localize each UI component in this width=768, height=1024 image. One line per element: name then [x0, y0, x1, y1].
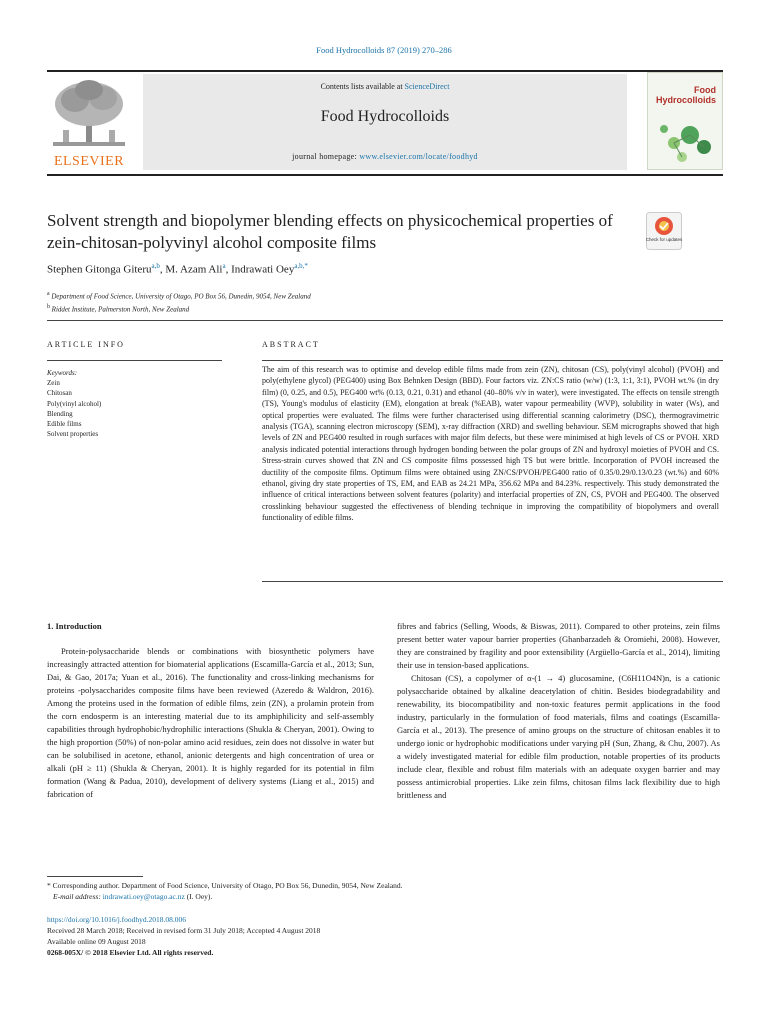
elsevier-logo[interactable]	[47, 76, 131, 172]
body-paragraph: fibres and fabrics (Selling, Woods, & Biswas, 2011). Compared to other proteins, zein films present better water vapour barrier properties (Ghanbarzadeh & Oromiehi, 2008). However, they are constrained by fragility and poor extensibility (Argüello-García et al., 2014), limiting their use in tension-based applications.	[397, 621, 720, 670]
affiliation-text: Department of Food Science, University of Otago, PO Box 56, Dunedin, 9054, New Zealand	[51, 292, 311, 301]
masthead-top-rule	[47, 70, 723, 72]
article-info-rule	[47, 360, 222, 361]
keyword-item[interactable]: Poly(vinyl alcohol)	[47, 399, 102, 408]
keyword-item[interactable]: Edible films	[47, 420, 82, 429]
doi-link[interactable]: https://doi.org/10.1016/j.foodhyd.2018.08.006	[47, 915, 187, 924]
section-heading: 1. Introduction	[47, 621, 102, 631]
corresponding-author-text: * Corresponding author. Department of Food Science, University of Otago, PO Box 56, Dunedin, 9054, New Zealand.	[47, 881, 403, 890]
abstract-bottom-rule	[262, 581, 723, 582]
author-affil-sup[interactable]: a,b,*	[294, 262, 308, 270]
author-name[interactable]: Indrawati Oey	[231, 263, 295, 276]
email-link[interactable]: indrawati.oey@otago.ac.nz	[102, 892, 185, 901]
body-column-left	[47, 620, 374, 801]
check-for-updates-icon	[646, 212, 682, 250]
author-name[interactable]: M. Azam Ali	[165, 263, 223, 276]
corresponding-author-footnote	[47, 880, 647, 902]
keyword-item[interactable]: Zein	[47, 379, 60, 388]
cover-title: Food Hydrocolloids	[655, 85, 716, 105]
affiliation-text: Riddet Institute, Palmerston North, New Zealand	[51, 305, 190, 314]
body-column-right	[397, 620, 720, 802]
body-paragraph: Protein-polysaccharide blends or combinations with biosynthetic polymers have increasingly attracted attention for biomaterial applications (Escamilla-García et al., 2013; Sun, Dai, & Gao, 2017a; Yuan et al., 2016). The functionality and cross-linking mechanisms for proteins -polysaccharides composite films have been reviewed (Azeredo & Waldron, 2016). Among the proteins used in the formation of edible films, zein (ZN), a prolamin protein from the corn endosperm is an interesting material due to its amphiphilicity and self-assembly capabilities through hydrophobic/hydrophilic interactions (Shukla & Cheryan, 2001). Owing to the high proportion (50%) of non-polar amino acid residues, zein does not dissolve in water but can be solubilised in acetone, ethanol, anionic detergents and high concentration of urea or alkali (pH ≥ 11) (Shukla & Cheryan, 2001). It is highly regarded for its potential in film formation (Wang & Padua, 2010), development of delivery systems (Liang et al., 2015) and fabrication of	[47, 646, 374, 799]
abstract-heading: ABSTRACT	[262, 340, 320, 349]
email-line	[47, 891, 647, 902]
author-list	[47, 262, 308, 276]
footnote-rule	[47, 876, 143, 877]
affiliation-sup: a	[47, 291, 50, 297]
article-info-heading: ARTICLE INFO	[47, 340, 125, 349]
keywords-label: Keywords:	[47, 369, 78, 377]
masthead	[47, 70, 723, 174]
homepage-line	[143, 152, 627, 161]
author-affil-sup[interactable]: a,b	[151, 262, 160, 270]
keyword-item[interactable]: Blending	[47, 409, 73, 418]
abstract-rule	[262, 360, 723, 361]
email-label: E-mail address:	[53, 892, 101, 901]
affiliation-item	[47, 302, 311, 315]
elsevier-tree-icon	[47, 76, 131, 152]
homepage-link[interactable]: www.elsevier.com/locate/foodhyd	[359, 152, 478, 161]
available-online: Available online 09 August 2018	[47, 937, 146, 946]
author-affil-sup[interactable]: a	[222, 262, 226, 270]
crossmark-label: Check for updates	[646, 237, 682, 242]
header-divider	[47, 320, 723, 321]
received-dates: Received 28 March 2018; Received in revised form 31 July 2018; Accepted 4 August 2018	[47, 926, 321, 935]
journal-cover-image[interactable]	[647, 72, 723, 170]
keyword-item[interactable]: Chitosan	[47, 389, 72, 398]
masthead-bottom-rule	[47, 174, 723, 176]
publisher-wordmark: ELSEVIER	[53, 154, 125, 169]
contents-prefix: Contents lists available at	[320, 82, 405, 91]
contents-line	[143, 82, 627, 91]
article-title: Solvent strength and biopolymer blending effects on physicochemical properties of zein-chitosan-polyvinyl alcohol composite films	[47, 211, 613, 252]
homepage-prefix: journal homepage:	[292, 152, 360, 161]
sciencedirect-link[interactable]: ScienceDirect	[404, 82, 450, 91]
author-separator: ,	[159, 263, 166, 276]
affiliation-sup: b	[47, 304, 50, 311]
crossmark-badge[interactable]	[646, 212, 682, 250]
journal-banner	[143, 74, 627, 170]
affiliation-item	[47, 289, 311, 302]
keyword-item[interactable]: Solvent properties	[47, 430, 99, 439]
copyright-line: 0268-005X/ © 2018 Elsevier Ltd. All rights reserved.	[47, 948, 214, 957]
abstract-text: The aim of this research was to optimise and develop edible films made from zein (ZN), chitosan (CS), poly(vinyl alcohol) (PVOH) and poly(ethylene glycol) (PEG400) using Box Behnken Design (BBD). Four factors viz. ZN:CS ratio (w/w) (1:3, 1:1, 3:1), PVOH wt.% (in dry film) (0, 0.25, and 0.5), PEG400 wt% (0.13, 0.21, 0.31) and ethanol (40–80% v/v in water), were investigated. The effects on tensile strength (TS), Young's modulus of elasticity (EM), elongation at break (%EAB), water vapour permeability (WVP), solubility in water (Ws), and optical properties were evaluated. The films were further characterised using differential scanning calorimetry (DSC), thermogravimetric analysis (TGA), scanning electron microscopy (SEM), x-ray diffraction (XRD) and swelling behaviour. SEM micrographs showed that high levels of ZN and PEG400 resulted in rough surfaces with major film defects, but these were minimised at high levels of CS or PVOH. XRD analysis indicated potential interactions through hydrogen bonding between the polar groups of ZN and hydroxyl moieties of PVOH and CS. Stress-strain curves showed that ZN and CS composite films possessed high TS but were brittle. Incorporation of PVOH increased the ductility of the composite films. Optimum films were obtained using ZN/CS/PVOH/PEG400 ratio of 0.35/0.29/0.13/0.23 (wt.%) and 60% ethanol, giving dry state properties of TS, EM, and EAB as 24.21 MPa, 356.62 MPa and 84.23%. respectively. This study demonstrated the influence of critical interactions between solvent features (polarity) and interfacial properties of ZN, CS, PVOH and PEG400. The observed crosslinking behaviour suggested the effectiveness of blending technique in improving the compatibility of biopolymers and overall functionality of edible films.	[262, 365, 719, 523]
author-name[interactable]: Stephen Gitonga Giteru	[47, 263, 152, 276]
keywords-block	[47, 368, 101, 439]
author-separator: ,	[225, 263, 232, 276]
email-suffix: (I. Oey).	[184, 892, 213, 901]
body-paragraph: Chitosan (CS), a copolymer of α-(1 → 4) glucosamine, (C6H11O4N)n, is a cationic polysaccharide obtained by alkaline deacetylation of chitin. Besides biodegradability and renewability, its biocompatibility and non-toxic features permit applications in the food industry, particularly in the formulation of food materials, films and coatings (Escamilla-García et al., 2013). The presence of amino groups on the structure of chitosan enables it to undergo ionic or hydrophobic modifications under varying pH (Sun, Zhang, & Chu, 2007). As a widely investigated material for edible film production, notable properties of its products include clear, flexible and robust film materials with an adequate oxygen barrier and may possess antimicrobial properties. Like zein films, chitosan films lack flexibility due to high brittleness and	[397, 673, 720, 800]
cover-molecules-icon	[652, 111, 718, 167]
publication-info	[47, 914, 320, 958]
affiliations	[47, 289, 311, 316]
journal-title: Food Hydrocolloids	[320, 108, 450, 125]
journal-reference[interactable]: Food Hydrocolloids 87 (2019) 270–286	[316, 45, 452, 55]
